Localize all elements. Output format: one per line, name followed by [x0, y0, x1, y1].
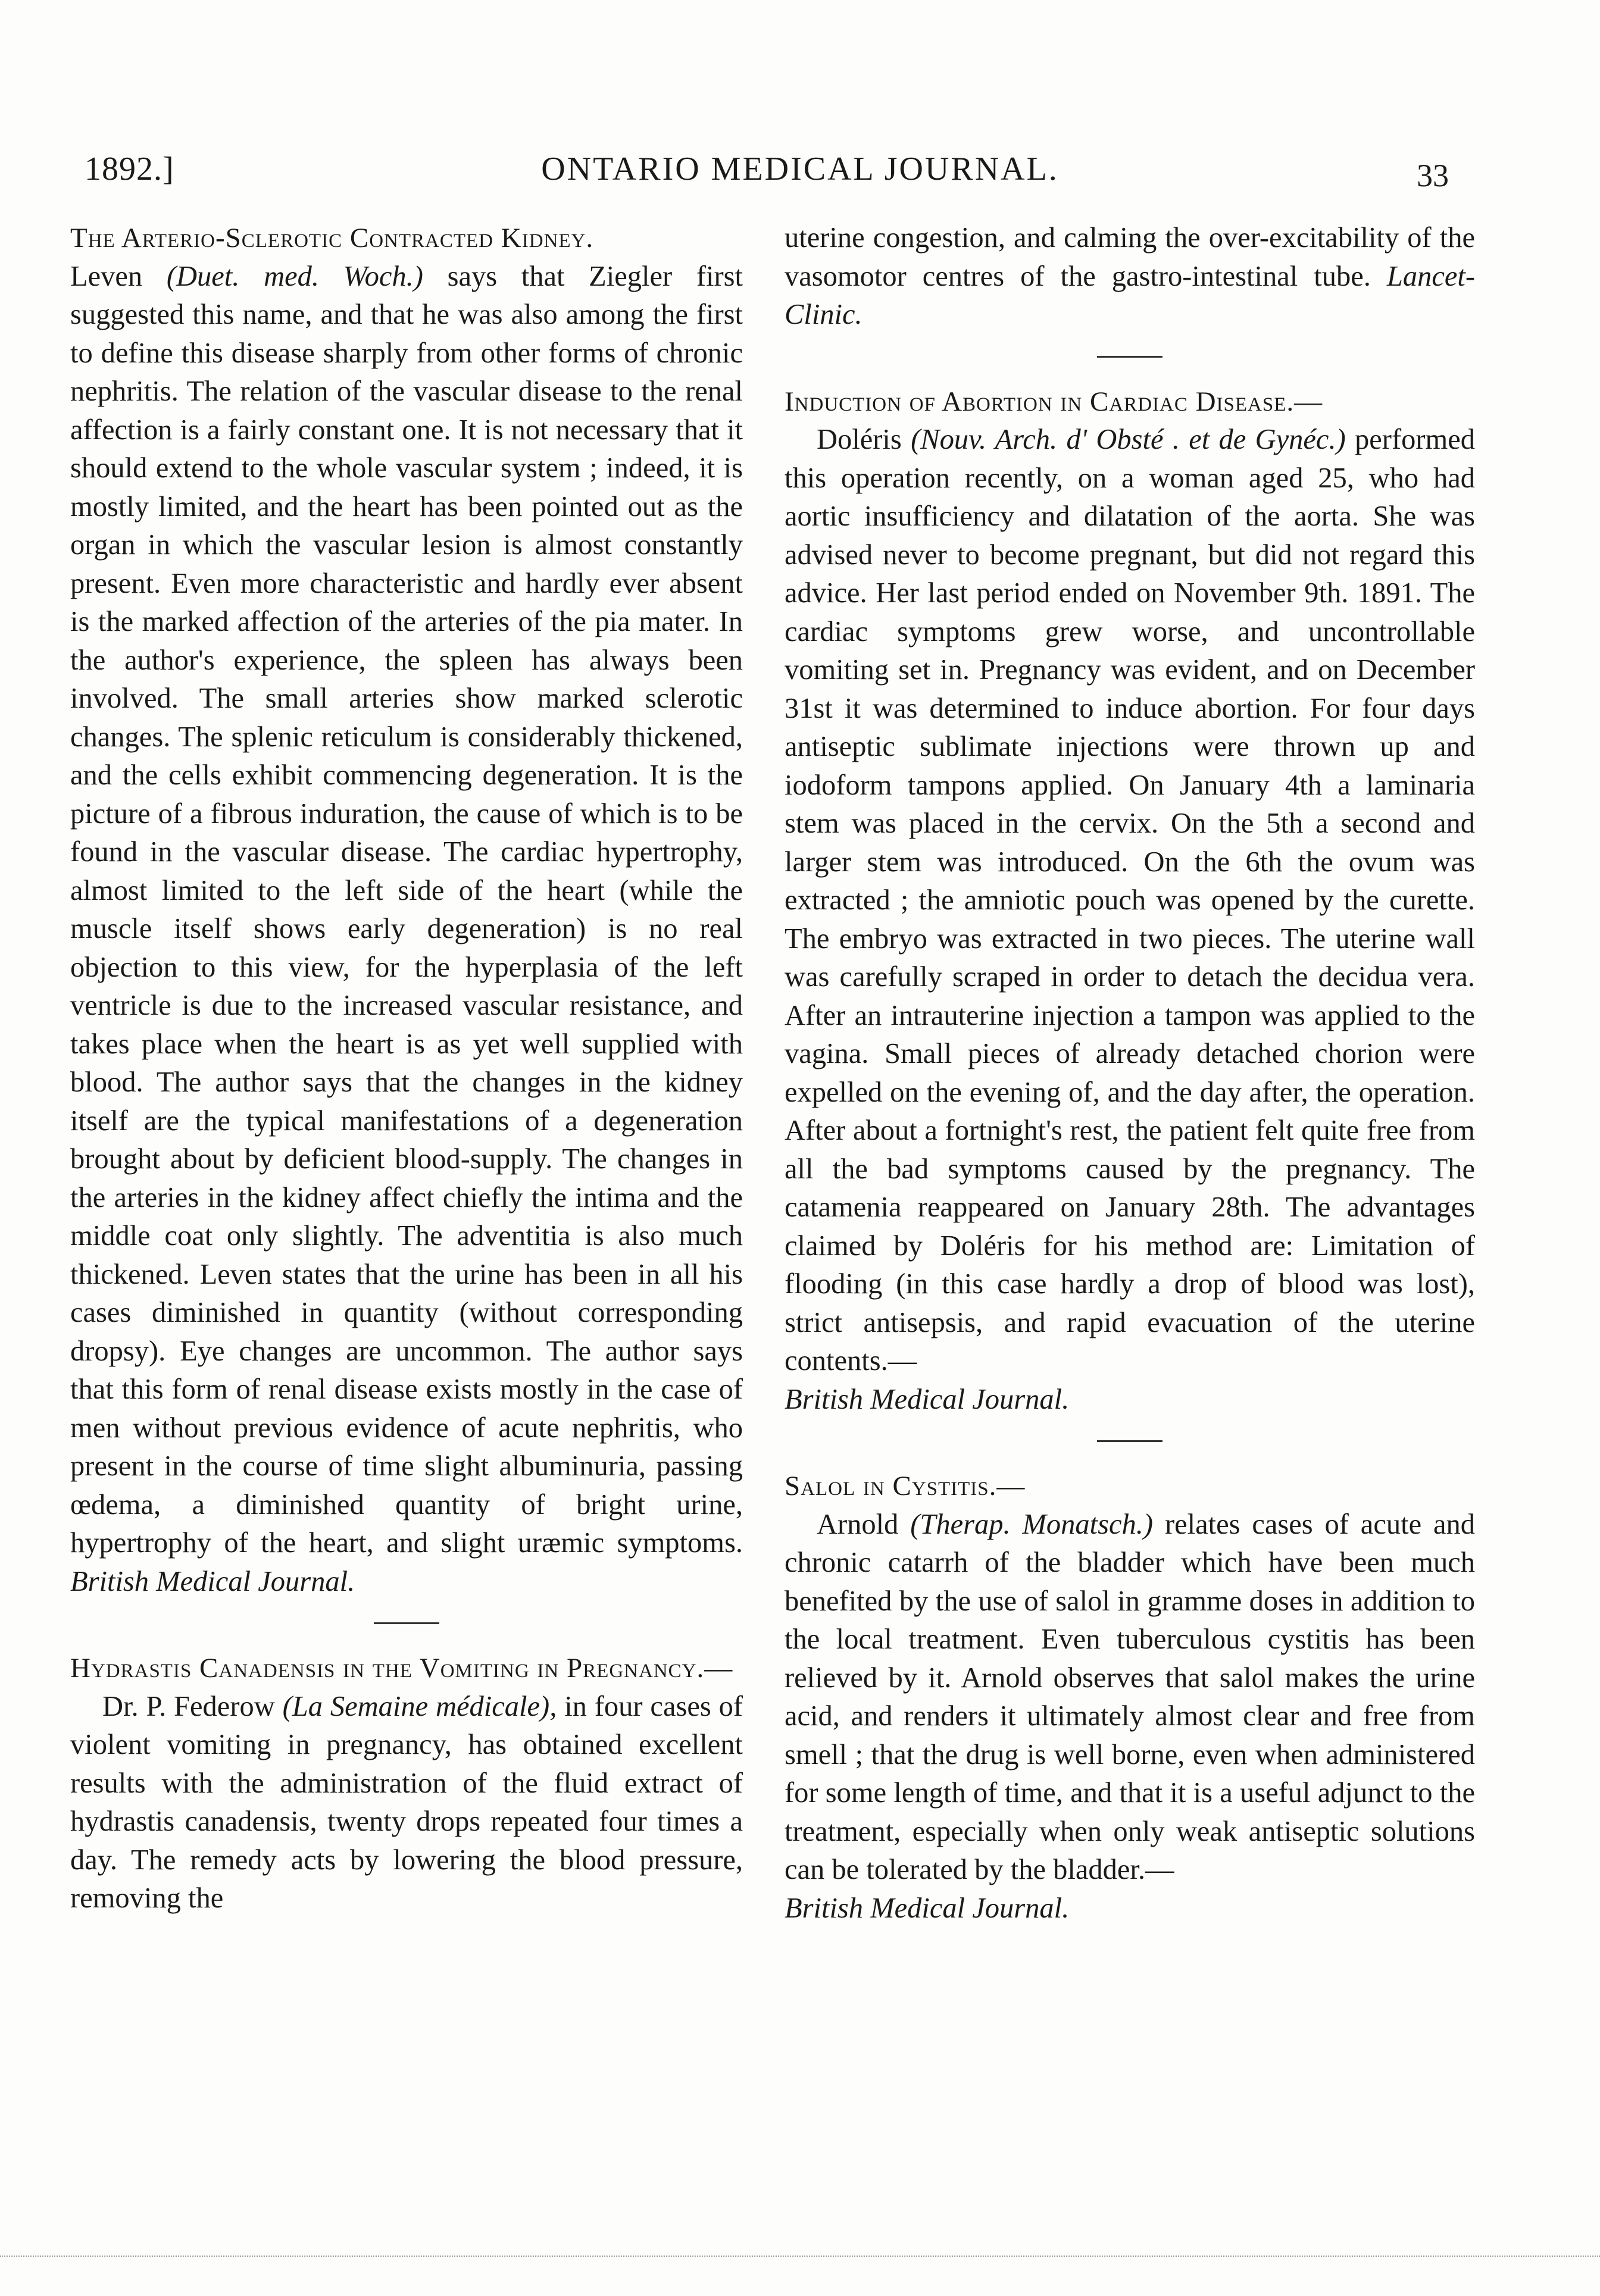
article-heading: The Arterio-Sclerotic Contracted Kidney.: [70, 223, 594, 254]
article-body: [785, 1506, 1475, 1890]
article-citation: (La Semaine médicale),: [282, 1690, 557, 1722]
section-divider: [1097, 356, 1162, 358]
article-citation: (Duet. med. Woch.): [166, 260, 423, 292]
article-citation: (Therap. Monatsch.): [910, 1508, 1154, 1540]
article-arterio-sclerotic-kidney: [70, 219, 743, 1601]
article-author: Doléris: [817, 424, 902, 455]
article-author: Arnold: [817, 1508, 899, 1540]
article-text: performed this operation recently, on a woman aged 25, who had aortic insufficiency and dilatation of the aorta. She was advised never to become pregnant, but did not regard this advice. Her last period ended on November 9th. 1891. The cardiac symptoms grew worse, and uncontrollable vomiting set in. Pregnancy was evident, and on December 31st it was determined to induce abortion. For four days antiseptic sublimate injections were thrown up and iodoform tampons applied. On January 4th a laminaria stem was placed in the cervix. On the 5th a second and larger stem was introduced. On the 6th the ovum was extracted ; the amniotic pouch was opened by the curette. The embryo was extracted in two pieces. The uterine wall was carefully scraped in order to detach the decidua vera. After an intrauterine injection a tampon was applied to the vagina. Small pieces of already detached chorion were expelled on the evening of, and the day after, the operation. After about a fortnight's rest, the patient felt quite free from all the bad symptoms caused by the pregnancy. The catamenia reappeared on January 28th. The advantages claimed by Doléris for his method are: Limitation of flooding (in this case hardly a drop of blood was lost), strict antisepsis, and rapid evacuation of the uterine contents.—: [785, 424, 1475, 1377]
article-hydrastis-continued: [785, 219, 1475, 334]
article-body: [70, 258, 743, 1601]
article-body: [785, 219, 1475, 334]
article-text: says that Ziegler first suggested this name, and that he was also among the first to define this disease sharply from other forms of chronic nephritis. The relation of the vascular disease to the renal affection is a fairly constant one. It is not necessary that it should extend to the whole vascular system ; indeed, it is mostly limited, and the heart has been pointed out as the organ in which the vascular lesion is almost constantly present. Even more characteristic and hardly ever absent is the marked affection of the arteries of the pia mater. In the author's experience, the spleen has always been involved. The small arteries show marked sclerotic changes. The splenic reticulum is considerably thickened, and the cells exhibit commencing degeneration. It is the picture of a fibrous induration, the cause of which is to be found in the vascular disease. The cardiac hypertrophy, almost limited to the left side of the heart (while the muscle itself shows early degeneration) is no real objection to this view, for the hyperplasia of the left ventricle is due to the increased vascular resistance, and takes place when the heart is as yet well supplied with blood. The author says that the changes in the kidney itself are the typical manifestations of a degeneration brought about by deficient blood-supply. The changes in the arteries in the kidney affect chiefly the intima and the middle coat only slightly. The adventitia is also much thickened. Leven states that the urine has been in all his cases diminished in quantity (without corresponding dropsy). Eye changes are uncommon. The author says that this form of renal disease exists mostly in the case of men without previous evidence of acute nephritis, who present in the course of time slight albuminuria, passing œdema, a diminished quantity of bright urine, hypertrophy of the heart, and slight uræmic symptoms.: [70, 260, 743, 1559]
section-divider: [374, 1622, 439, 1624]
article-text: in four cases of violent vomiting in pregnancy, has obtained excellent results with the administration of the fluid extract of hydrastis canadensis, twenty drops repeated four times a day. The remedy acts by lowering the blood pressure, removing the: [70, 1690, 743, 1914]
article-salol-cystitis: [785, 1467, 1475, 1928]
section-divider: [1097, 1440, 1162, 1442]
article-text: uterine congestion, and calming the over-excitability of the vasomotor centres of the gastro-intestinal tube.: [785, 222, 1475, 292]
article-source: British Medical Journal.: [70, 1565, 355, 1597]
article-source: British Medical Journal.: [785, 1892, 1070, 1924]
article-heading: Salol in Cystitis.—: [785, 1471, 1026, 1502]
article-author: Dr. P. Federow: [102, 1690, 275, 1722]
article-source: Lancet-Clinic.: [785, 260, 1475, 330]
article-text: relates cases of acute and chronic catarrh of the bladder which have been much benefited by the use of salol in gramme doses in addition to the local treatment. Even tuberculous cystitis has been relieved by it. Arnold observes that salol makes the urine acid, and renders it ultimately almost clear and free from smell ; that the drug is well borne, even when administered for some length of time, and that it is a useful adjunct to the treatment, especially when only weak antiseptic solutions can be tolerated by the bladder.—: [785, 1508, 1475, 1885]
article-hydrastis: [70, 1649, 743, 1918]
article-author: Leven: [70, 260, 143, 292]
article-induction-abortion: [785, 383, 1475, 1419]
page-bottom-edge: [0, 2256, 1600, 2257]
journal-title: ONTARIO MEDICAL JOURNAL.: [541, 151, 1059, 187]
article-body: [70, 1688, 743, 1918]
header-year: 1892.]: [85, 151, 174, 187]
article-source: British Medical Journal.: [785, 1383, 1070, 1415]
article-heading: Hydrastis Canadensis in the Vomiting in Pregnancy.—: [70, 1653, 733, 1684]
article-body: [785, 421, 1475, 1381]
article-heading: Induction of Abortion in Cardiac Disease.—: [785, 386, 1323, 417]
right-column: [785, 219, 1475, 1928]
left-column: [70, 219, 743, 1918]
article-citation: (Nouv. Arch. d' Obsté . et de Gynéc.): [911, 424, 1346, 455]
running-head: [0, 0, 1600, 214]
page-number: 33: [1417, 158, 1449, 193]
